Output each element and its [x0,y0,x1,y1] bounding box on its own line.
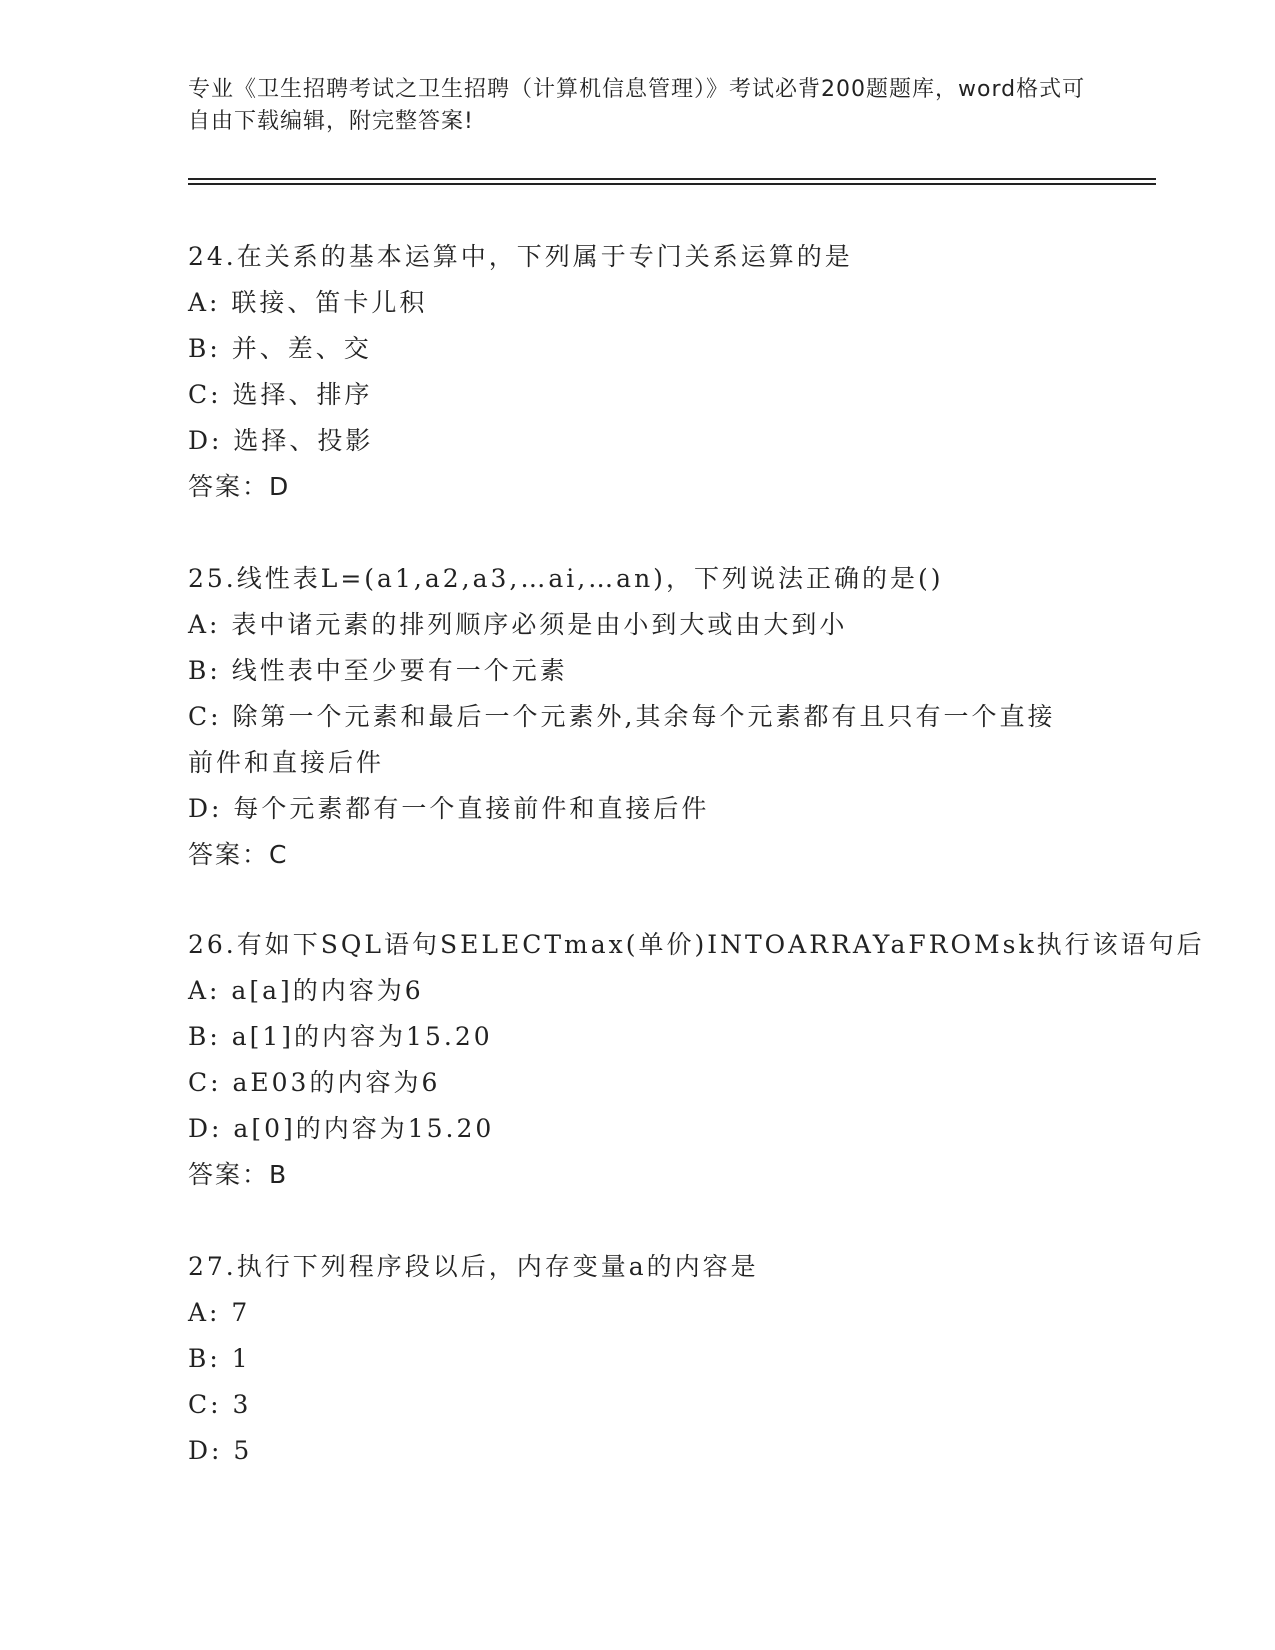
header-divider-top [188,178,1156,180]
option-d: D: a[0]的内容为15.20 [188,1114,495,1143]
option-c: C: 除第一个元素和最后一个元素外,其余每个元素都有且只有一个直接前件和直接后件 [188,702,1056,777]
question-25 [188,556,1088,878]
option-c: C: aE03的内容为6 [188,1068,441,1097]
answer-label: 答案：B [188,1160,289,1189]
answer-label: 答案：D [188,472,291,501]
question-stem: 25.线性表L=(a1,a2,a3,…ai,…an)，下列说法正确的是() [188,564,944,593]
option-b: B: a[1]的内容为15.20 [188,1022,493,1051]
question-26 [188,922,1205,1198]
option-a: A: 7 [188,1298,251,1327]
option-c: C: 选择、排序 [188,380,373,409]
option-b: B: 并、差、交 [188,334,372,363]
question-stem: 26.有如下SQL语句SELECTmax(单价)INTOARRAYaFROMsk执行该语句后 [188,930,1205,959]
option-a: A: 联接、笛卡儿积 [188,288,428,317]
option-d: D: 每个元素都有一个直接前件和直接后件 [188,794,710,823]
question-stem: 24.在关系的基本运算中，下列属于专门关系运算的是 [188,242,853,271]
option-d: D: 5 [188,1436,253,1465]
answer-label: 答案：C [188,840,289,869]
option-b: B: 线性表中至少要有一个元素 [188,656,568,685]
option-a: A: 表中诸元素的排列顺序必须是由小到大或由大到小 [188,610,848,639]
question-24 [188,234,1088,510]
header-divider-bottom [188,183,1156,185]
option-a: A: a[a]的内容为6 [188,976,424,1005]
option-b: B: 1 [188,1344,251,1373]
option-d: D: 选择、投影 [188,426,374,455]
question-stem: 27.执行下列程序段以后，内存变量a的内容是 [188,1252,759,1281]
document-header: 专业《卫生招聘考试之卫生招聘（计算机信息管理）》考试必背200题题库，word格式可自由下载编辑，附完整答案! [188,77,1086,134]
option-c: C: 3 [188,1390,252,1419]
question-27 [188,1244,1088,1474]
